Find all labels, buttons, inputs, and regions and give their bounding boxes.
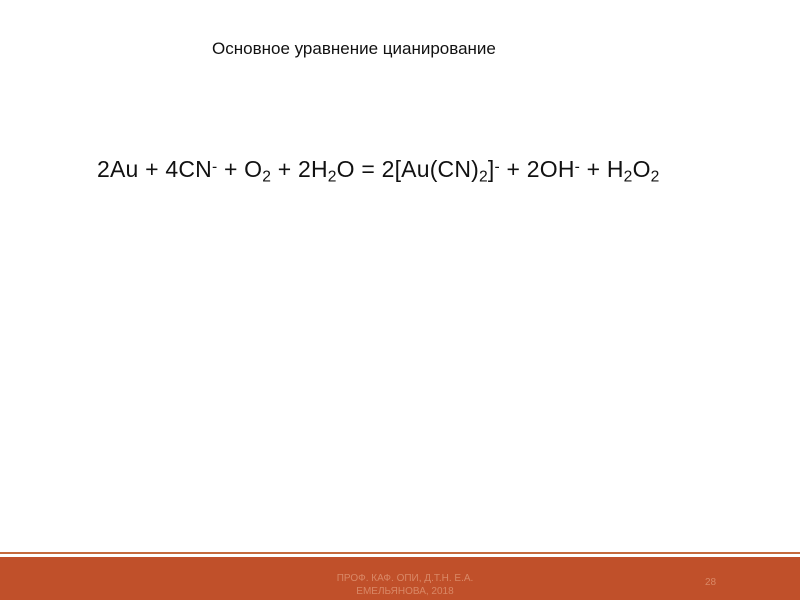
- equation-superscript: -: [494, 158, 500, 176]
- equation-term: ]: [487, 156, 495, 182]
- equation-subscript: 2: [262, 168, 272, 186]
- equation-subscript: 2: [650, 168, 660, 186]
- equation-superscript: -: [211, 158, 218, 176]
- equation-subscript: 2: [327, 168, 337, 186]
- footer-author: [290, 572, 520, 598]
- equation-term: 2Au + 4CN: [97, 156, 212, 182]
- equation-term: + H: [580, 156, 624, 182]
- slide-title: Основное уравнение цианирование: [212, 39, 496, 58]
- footer-bar: [0, 557, 800, 600]
- page-number: 28: [705, 577, 717, 588]
- footer-author-line: ПРОФ. КАФ. ОПИ, Д.Т.Н. Е.А.: [336, 573, 474, 584]
- equation-term: O = 2[Au(CN): [336, 156, 480, 182]
- equation-term: + 2OH: [499, 156, 575, 182]
- equation-term: + 2H: [271, 156, 328, 182]
- equation-subscript: 2: [479, 168, 488, 186]
- equation-term: + O: [217, 156, 263, 182]
- equation-superscript: -: [574, 158, 581, 176]
- equation-subscript: 2: [623, 168, 633, 186]
- footer-divider: [0, 552, 800, 554]
- equation-term: O: [632, 156, 651, 182]
- footer-author-line: ЕМЕЛЬЯНОВА, 2018: [356, 586, 454, 597]
- cyanidation-equation: [97, 156, 660, 186]
